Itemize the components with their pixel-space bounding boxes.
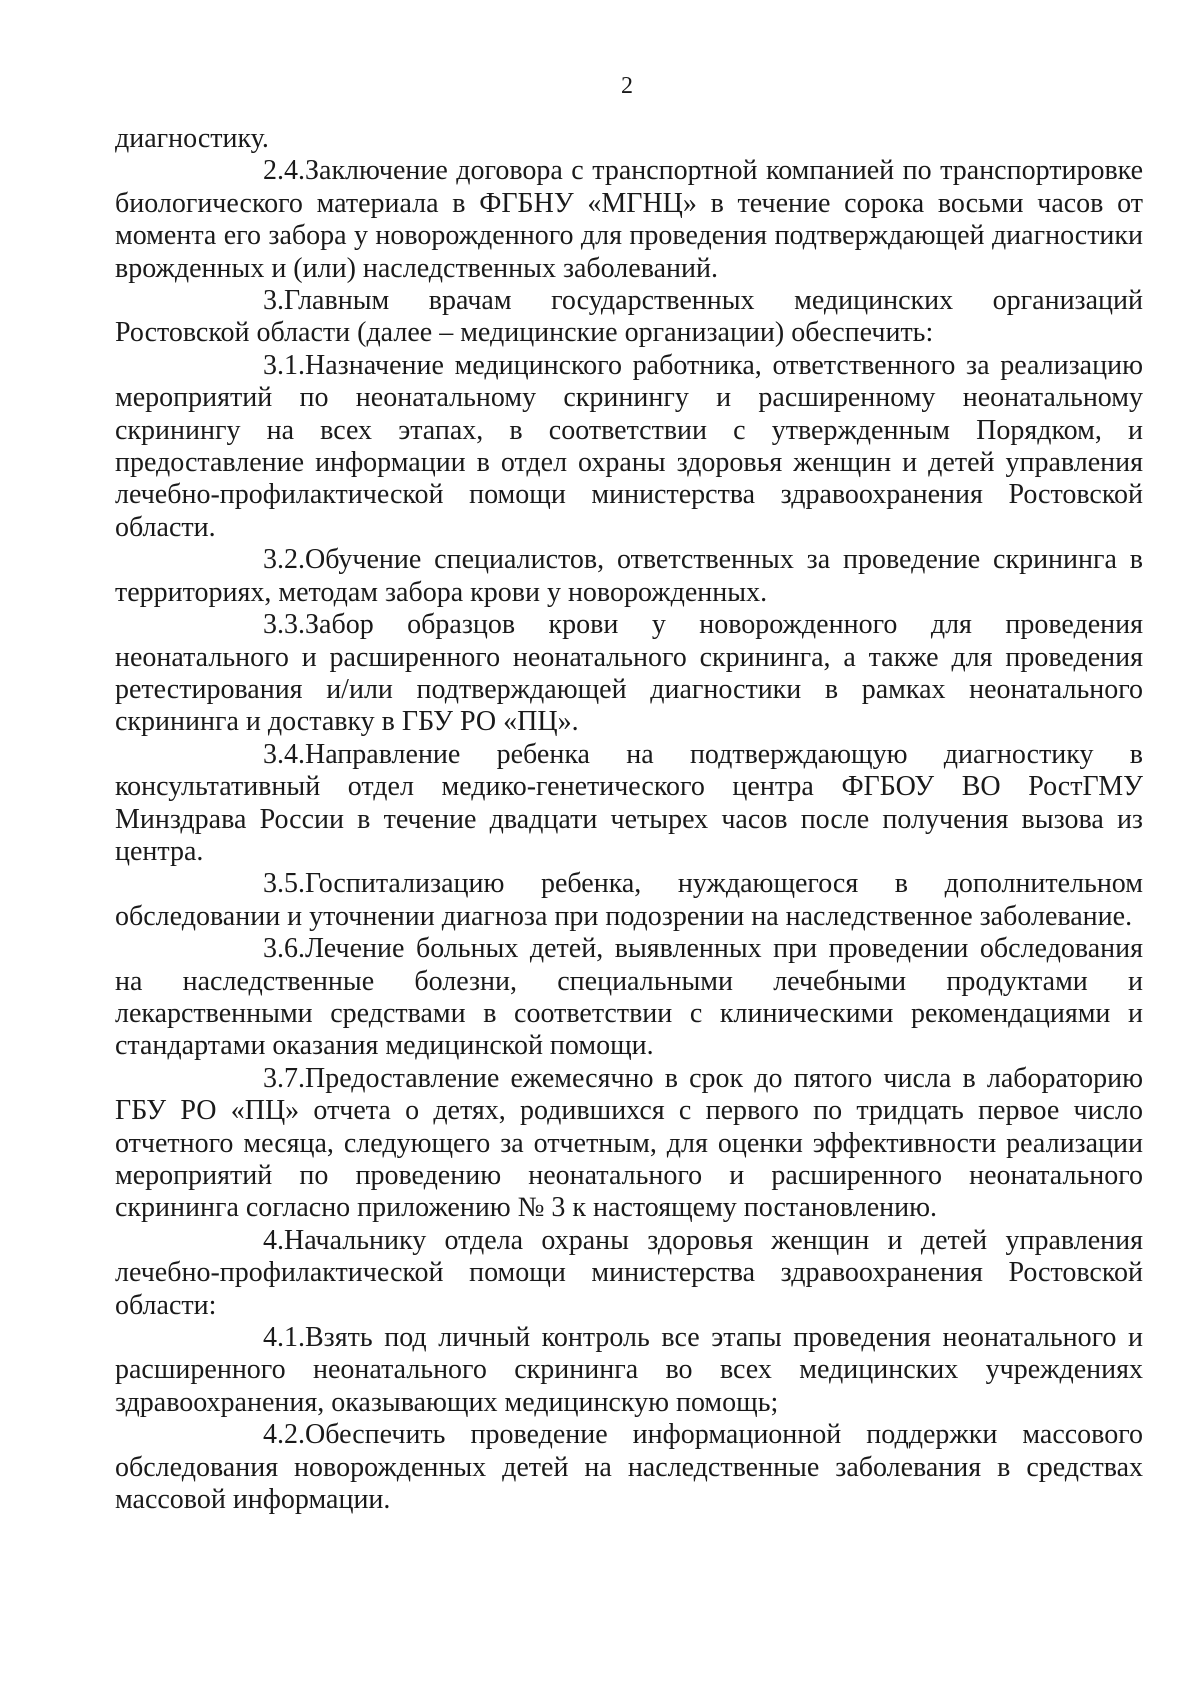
paragraph-3-2: [115, 544, 1143, 609]
paragraph-text: диагностику.: [115, 123, 269, 154]
paragraph-text: Взять под личный контроль все этапы проведения неонатального и расширенного неонатального скрининга во всех медицинских учреждениях здравоохранения, оказывающих медицинскую помощь;: [115, 1322, 1143, 1418]
paragraph-3-1: [115, 350, 1143, 544]
paragraph-text: Главным врачам государственных медицинских организаций Ростовской области (далее – медицинские организации) обеспечить:: [115, 285, 1143, 349]
paragraph-text: Забор образцов крови у новорожденного для проведения неонатального и расширенного неонатального скрининга, а также для проведения ретестирования и/или подтверждающей диагностики в рамках неонатального скрининга и доставку в ГБУ РО «ПЦ».: [115, 609, 1143, 738]
paragraph-4-1: [115, 1322, 1143, 1419]
paragraph-text: Предоставление ежемесячно в срок до пятого числа в лабораторию ГБУ РО «ПЦ» отчета о детях, родившихся с первого по тридцать первое число отчетного месяца, следующего за отчетным, для оценки эффективности реализации мероприятий по проведению неонатального и расширенного неонатального скрининга согласно приложению № 3 к настоящему постановлению.: [115, 1062, 1143, 1224]
paragraph-number: 2.4.: [263, 155, 305, 187]
paragraph-number: 3.6.: [263, 933, 305, 965]
paragraph-text: Заключение договора с транспортной компанией по транспортировке биологического материала в ФГБНУ «МГНЦ» в течение сорока восьми часов от момента его забора у новорожденного для проведения подтверждающей диагностики врожденных и (или) наследственных заболеваний.: [115, 155, 1143, 284]
paragraph-number: 3.5.: [263, 868, 305, 900]
paragraph-text: Обучение специалистов, ответственных за проведение скрининга в территориях, методам забора крови у новорожденных.: [115, 544, 1143, 608]
paragraph-3: [115, 285, 1143, 350]
paragraph-text: Начальнику отдела охраны здоровья женщин и детей управления лечебно-профилактической помощи министерства здравоохранения Ростовской области:: [115, 1224, 1143, 1321]
paragraph-3-6: [115, 933, 1143, 1063]
document-body: [115, 123, 1143, 1516]
paragraph-continuation: [115, 123, 1143, 155]
paragraph-number: 4.: [263, 1224, 284, 1256]
paragraph-number: 4.1.: [263, 1322, 305, 1354]
paragraph-4: [115, 1225, 1143, 1322]
paragraph-3-3: [115, 609, 1143, 739]
paragraph-2-4: [115, 155, 1143, 285]
paragraph-text: Обеспечить проведение информационной поддержки массового обследования новорожденных детей на наследственные заболевания в средствах массовой информации.: [115, 1419, 1143, 1516]
paragraph-text: Лечение больных детей, выявленных при проведении обследования на наследственные болезни, специальными лечебными продуктами и лекарственными средствами в соответствии с клиническими рекомендациями и стандартами оказания медицинской помощи.: [115, 933, 1143, 1062]
paragraph-text: Госпитализацию ребенка, нуждающегося в дополнительном обследовании и уточнении диагноза при подозрении на наследственное заболевание.: [115, 868, 1143, 932]
paragraph-text: Направление ребенка на подтверждающую диагностику в консультативный отдел медико-генетического центра ФГБОУ ВО РостГМУ Минздрава России в течение двадцати четырех часов после получения вызова из центра.: [115, 738, 1143, 867]
paragraph-4-2: [115, 1419, 1143, 1516]
paragraph-number: 3.2.: [263, 544, 305, 576]
paragraph-3-7: [115, 1063, 1143, 1225]
paragraph-number: 3.3.: [263, 609, 305, 641]
paragraph-text: Назначение медицинского работника, ответственного за реализацию мероприятий по неонатальному скринингу и расширенному неонатальному скринингу на всех этапах, в соответствии с утвержденным Порядком, и предоставление информации в отдел охраны здоровья женщин и детей управления лечебно-профилактической помощи министерства здравоохранения Ростовской области.: [115, 349, 1143, 543]
page-number: 2: [621, 73, 633, 99]
paragraph-number: 3.4.: [263, 738, 305, 770]
paragraph-number: 4.2.: [263, 1419, 305, 1451]
paragraph-3-4: [115, 739, 1143, 869]
paragraph-number: 3.: [263, 285, 284, 317]
paragraph-number: 3.1.: [263, 349, 305, 381]
paragraph-number: 3.7.: [263, 1062, 305, 1094]
paragraph-3-5: [115, 868, 1143, 933]
